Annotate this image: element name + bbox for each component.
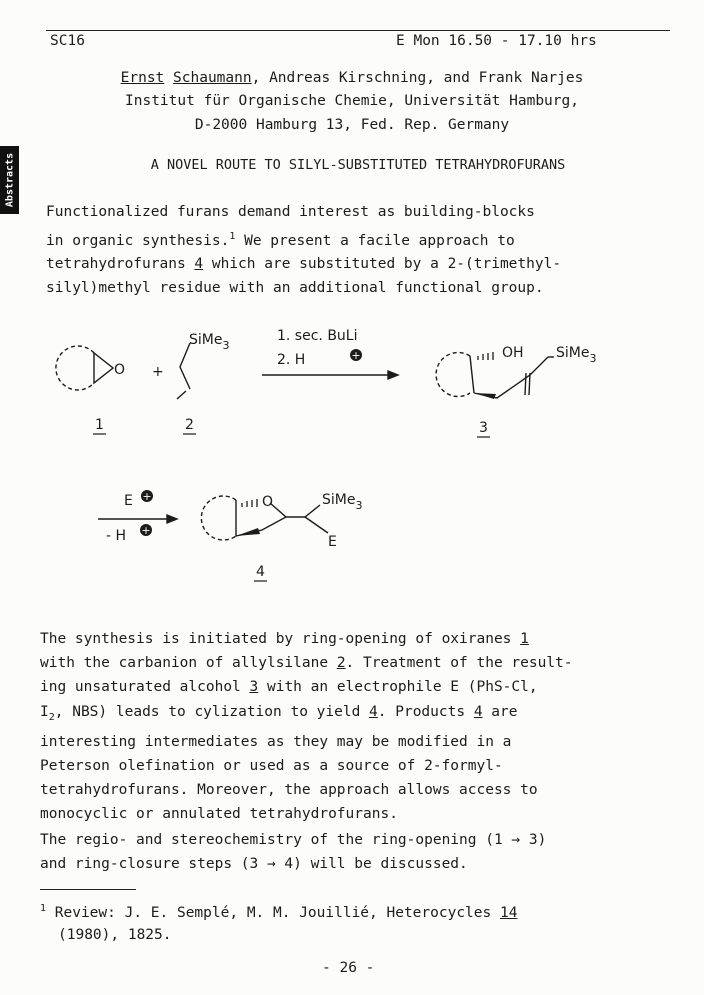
compound-ref: 4	[473, 703, 483, 720]
sime3-label: SiMe$_3$	[556, 345, 597, 365]
page-number: - 26 -	[322, 960, 375, 976]
body-paragraph-1	[40, 627, 670, 827]
hydroxyl-label: OH	[502, 345, 524, 361]
body-line: interesting intermediates as they may be modified in a	[40, 733, 512, 750]
intro-text: in organic synthesis.	[46, 232, 230, 249]
footnote-line-1	[40, 898, 517, 924]
presenting-author-surname: Schaumann	[173, 70, 252, 86]
ring-dashed-arc	[201, 496, 236, 540]
ring-dashed-arc	[56, 346, 94, 390]
compound-ref: 4	[369, 703, 378, 720]
compound-label-3: 3	[479, 420, 488, 436]
side-tab-label: Abstracts	[4, 152, 15, 208]
intro-text: which are substituted by a 2-(trimethyl-	[203, 256, 562, 273]
tetrahydrofuran-ring	[236, 500, 286, 536]
abstracts-side-tab	[0, 146, 19, 214]
compound-label-1: 1	[95, 417, 104, 433]
svg-text:+: +	[141, 524, 151, 537]
body-line	[40, 627, 670, 651]
co-authors: , Andreas Kirschning, and Frank Narjes	[251, 70, 584, 86]
sime3-label: SiMe$_3$	[322, 492, 363, 512]
subscript: 2	[48, 711, 55, 723]
double-bond	[177, 391, 186, 399]
journal-volume: 14	[499, 904, 518, 921]
body-text: with the carbanion of allylsilane	[40, 655, 337, 672]
body-line	[40, 700, 670, 730]
intro-line-2	[46, 225, 666, 253]
intro-line-1: Functionalized furans demand interest as building-blocks	[46, 204, 535, 220]
body-text: I	[40, 703, 49, 720]
proton-loss-label: - H	[106, 528, 127, 544]
body-line: tetrahydrofurans. Moreover, the approach allows access to	[40, 782, 538, 799]
body-line: The regio- and stereochemistry of the ring-opening (1 → 3)	[40, 832, 547, 848]
ring-dashed-arc	[436, 353, 470, 397]
session-code: SC16	[50, 33, 85, 49]
body-line: Peterson olefination or used as a source of 2-formyl-	[40, 757, 503, 774]
sime3-label: SiMe$_3$	[189, 332, 230, 352]
body-line: monocyclic or annulated tetrahydrofurans.	[40, 806, 398, 823]
footnote	[40, 898, 517, 946]
alkenyl-chain	[474, 357, 548, 398]
reagent-step-1: 1. sec. BuLi	[277, 328, 358, 344]
svg-text:+: +	[351, 349, 361, 362]
body-paragraph-2	[40, 828, 670, 876]
reaction-scheme	[0, 310, 704, 590]
intro-paragraph	[46, 201, 666, 300]
body-text: are	[482, 703, 518, 720]
affiliation-line-1: Institut für Organische Chemie, Universität Hamburg,	[125, 93, 579, 109]
footnote-mark: 1	[40, 903, 47, 914]
epoxide-oxygen: O	[114, 362, 126, 378]
authors-line	[40, 70, 664, 86]
compound-ref: 1	[520, 631, 529, 647]
epoxide-ring	[94, 353, 113, 383]
e-substituent: E	[328, 534, 337, 550]
intro-text: tetrahydrofurans	[46, 256, 195, 273]
body-text: The synthesis is initiated by ring-opening of oxiranes	[40, 631, 521, 647]
body-line	[40, 651, 670, 675]
intro-text: We present a facile approach to	[235, 232, 515, 249]
svg-text:+: +	[142, 490, 152, 503]
footnote-ref: 1	[229, 230, 236, 242]
affiliation-line-2: D-2000 Hamburg 13, Fed. Rep. Germany	[194, 117, 510, 133]
header-rule	[46, 30, 670, 31]
body-text: , NBS) leads to cylization to yield	[54, 703, 370, 720]
body-text: with an electrophile E (PhS-Cl,	[258, 679, 538, 696]
compound-ref: 4	[194, 256, 204, 273]
electrophile-label: E	[124, 493, 133, 509]
side-chain	[286, 505, 320, 517]
intro-line-3	[46, 253, 666, 277]
plus-sign: +	[152, 364, 164, 380]
compound-ref: 2	[336, 655, 346, 672]
body-text: ing unsaturated alcohol	[40, 679, 250, 696]
ring-oxygen: O	[262, 494, 274, 510]
allyl-chain	[180, 343, 190, 389]
body-line	[40, 675, 670, 699]
abstract-title: A NOVEL ROUTE TO SILYL-SUBSTITUTED TETRAHYDROFURANS	[150, 157, 566, 173]
session-schedule: E Mon 16.50 - 17.10 hrs	[396, 33, 597, 49]
intro-line-4: silyl)methyl residue with an additional functional group.	[46, 279, 544, 296]
footnote-text: Review: J. E. Semplé, M. M. Jouillié, Heterocycles	[46, 904, 500, 921]
compound-label-2: 2	[185, 417, 194, 433]
author-first-name: Ernst	[120, 70, 165, 86]
body-line: and ring-closure steps (3 → 4) will be discussed.	[40, 856, 468, 873]
reagent-step-2: 2. H	[277, 352, 306, 368]
ring-bond	[470, 356, 474, 393]
compound-ref: 3	[249, 679, 259, 696]
footnote-line-2: (1980), 1825.	[58, 926, 172, 943]
body-text: . Products	[377, 703, 474, 720]
body-text: . Treatment of the result-	[345, 655, 573, 672]
footnote-rule	[40, 889, 136, 890]
compound-label-4: 4	[256, 564, 265, 580]
